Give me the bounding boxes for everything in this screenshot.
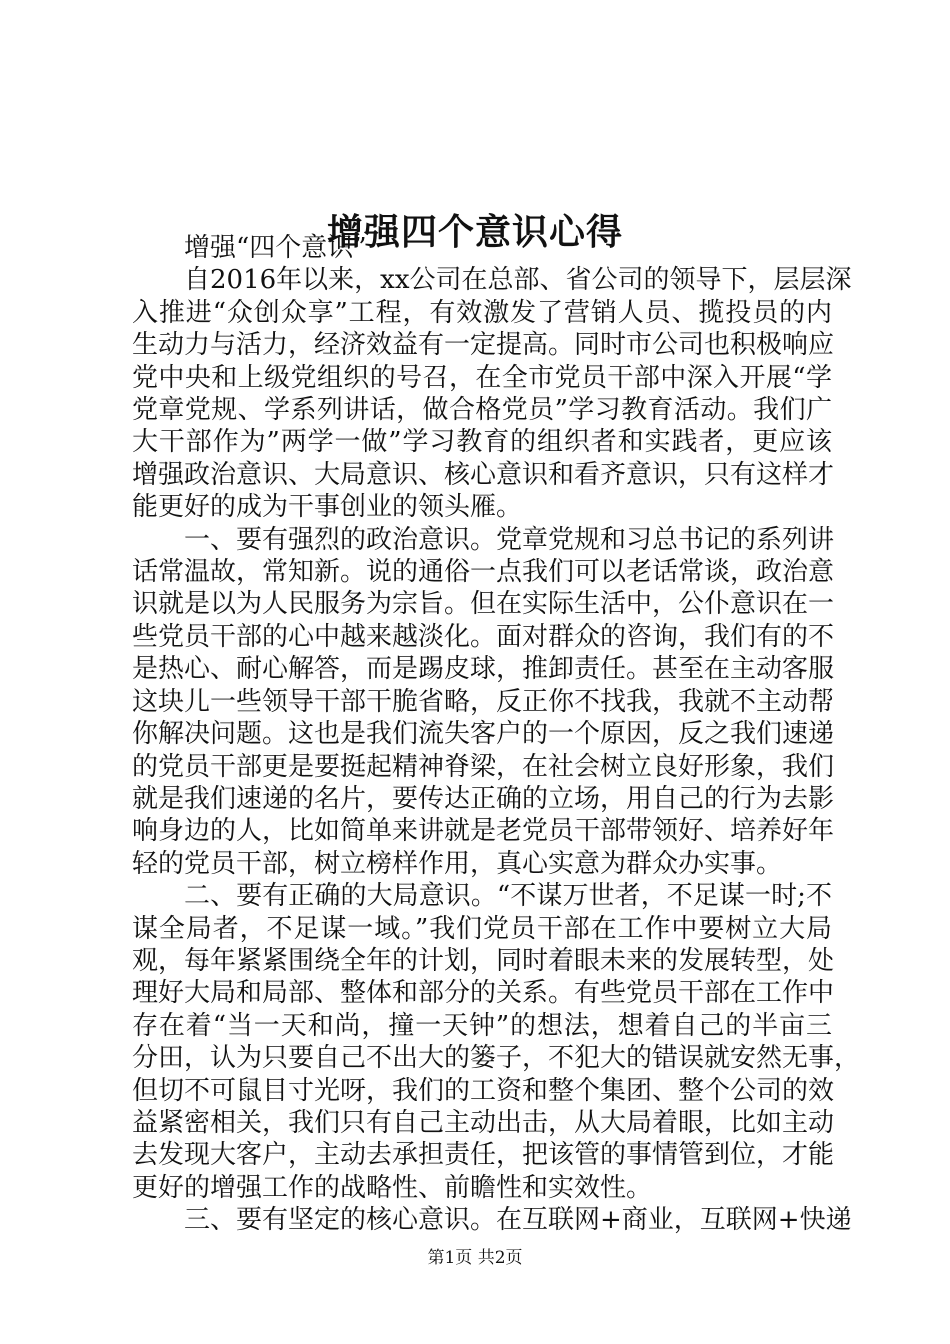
paragraph-line: 就是我们速递的名片，要传达正确的立场，用自己的行为去影 xyxy=(132,783,835,814)
paragraph-line: 但切不可鼠目寸光呀，我们的工资和整个集团、整个公司的效 xyxy=(132,1075,835,1106)
paragraph-line: 些党员干部的心中越来越淡化。面对群众的咨询，我们有的不 xyxy=(132,621,835,652)
document-title: 增强四个意识心得 xyxy=(326,211,623,254)
paragraph-line: 去发现大客户，主动去承担责任，把该管的事情管到位，才能 xyxy=(132,1140,835,1171)
paragraph-line: 大干部作为”两学一做”学习教育的组织者和实践者，更应该 xyxy=(132,427,832,458)
paragraph xyxy=(132,1204,852,1236)
paragraph-line: 增强“四个意识” xyxy=(184,233,367,263)
paragraph-line: 入推进“众创众享”工程，有效激发了营销人员、揽投员的内 xyxy=(132,297,832,328)
paragraph-line: 党中央和上级党组织的号召，在全市党员干部中深入开展“学 xyxy=(132,362,832,393)
paragraph-line: 党章党规、学系列讲话，做合格党员”学习教育活动。我们广 xyxy=(132,395,832,426)
paragraph-line: 生动力与活力，经济效益有一定提高。同时市公司也积极响应 xyxy=(132,330,835,361)
paragraph-line: 轻的党员干部，树立榜样作用，真心实意为群众办实事。 xyxy=(132,848,783,879)
paragraph-line: 能更好的成为干事创业的领头雁。 xyxy=(132,492,523,523)
paragraph-line: 分田，认为只要自己不出大的篓子，不犯大的错误就安然无事， xyxy=(132,1043,861,1074)
paragraph xyxy=(132,880,861,1204)
document-body xyxy=(132,232,861,1237)
paragraph-line: 谋全局者，不足谋一域。”我们党员干部在工作中要树立大局 xyxy=(132,913,832,944)
paragraph xyxy=(132,232,832,264)
paragraph-line: 你解决问题。这也是我们流失客户的一个原因，反之我们速递 xyxy=(132,719,835,750)
page-footer: 第1页 共2页 xyxy=(427,1248,523,1268)
paragraph-line: 一、要有强烈的政治意识。党章党规和习总书记的系列讲 xyxy=(184,524,835,555)
paragraph-line: 益紧密相关，我们只有自己主动出击，从大局着眼，比如主动 xyxy=(132,1107,835,1138)
paragraph-line: 二、要有正确的大局意识。“不谋万世者，不足谋一时;不 xyxy=(184,881,832,912)
paragraph-line: 是热心、耐心解答，而是踢皮球，推卸责任。甚至在主动客服 xyxy=(132,654,835,685)
paragraph-line: 话常温故，常知新。说的通俗一点我们可以老话常谈，政治意 xyxy=(132,557,835,588)
paragraph xyxy=(132,264,852,523)
paragraph-line: 响身边的人，比如简单来讲就是老党员干部带领好、培养好年 xyxy=(132,816,835,847)
paragraph-line: 更好的增强工作的战略性、前瞻性和实效性。 xyxy=(132,1172,653,1203)
paragraph-line: 识就是以为人民服务为宗旨。但在实际生活中，公仆意识在一 xyxy=(132,589,835,620)
paragraph-line: 理好大局和局部、整体和部分的关系。有些党员干部在工作中 xyxy=(132,978,835,1009)
paragraph-line: 的党员干部更是要挺起精神脊梁，在社会树立良好形象，我们 xyxy=(132,751,835,782)
paragraph-line: 存在着“当一天和尚，撞一天钟”的想法，想着自己的半亩三 xyxy=(132,1010,832,1041)
paragraph-line: 三、要有坚定的核心意识。在互联网+商业，互联网+快递 xyxy=(184,1205,852,1236)
paragraph-line: 增强政治意识、大局意识、核心意识和看齐意识，只有这样才 xyxy=(132,459,835,490)
paragraph-line: 观，每年紧紧围绕全年的计划，同时着眼未来的发展转型，处 xyxy=(132,945,835,976)
paragraph-line: 这块儿一些领导干部干脆省略，反正你不找我，我就不主动帮 xyxy=(132,686,835,717)
paragraph-line: 自2016年以来，xx公司在总部、省公司的领导下，层层深 xyxy=(184,265,852,296)
paragraph xyxy=(132,524,835,880)
